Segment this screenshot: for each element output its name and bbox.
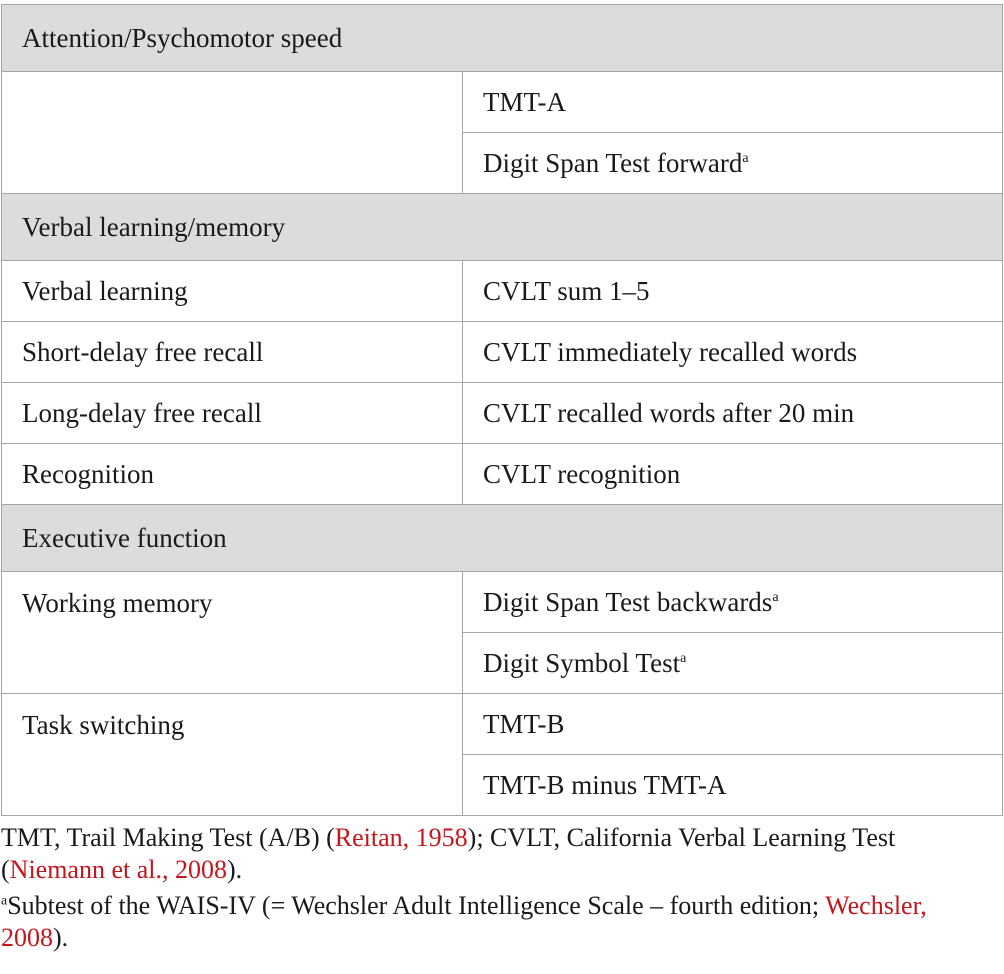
- test-cell: [463, 694, 1003, 755]
- test-cell: CVLT recognition: [463, 444, 1003, 505]
- test-name: Digit Symbol Test: [483, 647, 681, 678]
- section-title: Attention/Psychomotor speed: [2, 5, 1003, 72]
- test-cell: CVLT immediately recalled words: [463, 322, 1003, 383]
- abbreviations-note: [1, 822, 991, 886]
- domain-cell: Short-delay free recall: [2, 322, 463, 383]
- reference-link-niemann[interactable]: Niemann et al., 2008: [9, 855, 228, 884]
- section-header-row: [2, 194, 1003, 261]
- test-cell: [463, 633, 1003, 694]
- section-header-row: [2, 505, 1003, 572]
- domain-cell: Long-delay free recall: [2, 383, 463, 444]
- section-header-row: [2, 5, 1003, 72]
- note-text: TMT, Trail Making Test (A/B) (: [1, 823, 335, 852]
- test-cell: [463, 572, 1003, 633]
- domain-cell: Recognition: [2, 444, 463, 505]
- section-title: Executive function: [2, 505, 1003, 572]
- note-text: ).: [227, 855, 243, 884]
- domain-cell: Working memory: [2, 572, 463, 694]
- table-row: [2, 572, 1003, 633]
- table-row: [2, 72, 1003, 133]
- subtest-note: [1, 890, 991, 954]
- test-cell: [463, 755, 1003, 816]
- reference-link-reitan[interactable]: Reitan, 1958: [334, 823, 468, 852]
- footnote-marker: a: [742, 150, 749, 166]
- table-row: [2, 444, 1003, 505]
- test-name: TMT-B: [483, 708, 565, 739]
- note-text: ); CVLT, California Verbal Learning Test (: [1, 823, 896, 884]
- footnote-marker: a: [772, 589, 779, 605]
- domain-cell: Verbal learning: [2, 261, 463, 322]
- table-row: [2, 261, 1003, 322]
- test-name: Digit Span Test forward: [483, 147, 743, 178]
- table-row: [2, 694, 1003, 755]
- footnote-marker: a: [1, 893, 8, 909]
- section-title: Verbal learning/memory: [2, 194, 1003, 261]
- test-name: TMT-B minus TMT-A: [483, 769, 727, 800]
- test-name: Digit Span Test backwards: [483, 586, 773, 617]
- test-cell: CVLT sum 1–5: [463, 261, 1003, 322]
- table-row: [2, 383, 1003, 444]
- footnote-marker: a: [680, 650, 687, 666]
- note-text: ).: [53, 923, 69, 952]
- test-name: TMT-A: [483, 86, 567, 117]
- test-cell: [463, 133, 1003, 194]
- reference-link-wechsler[interactable]: Wechsler, 2008: [1, 891, 927, 952]
- table-row: [2, 322, 1003, 383]
- note-text: Subtest of the WAIS-IV (= Wechsler Adult Intelligence Scale – fourth edition;: [7, 891, 826, 920]
- table-footnotes: [1, 822, 991, 958]
- domain-cell: [2, 72, 463, 194]
- test-cell: CVLT recalled words after 20 min: [463, 383, 1003, 444]
- tests-table: [1, 4, 1003, 816]
- test-cell: [463, 72, 1003, 133]
- domain-cell: Task switching: [2, 694, 463, 816]
